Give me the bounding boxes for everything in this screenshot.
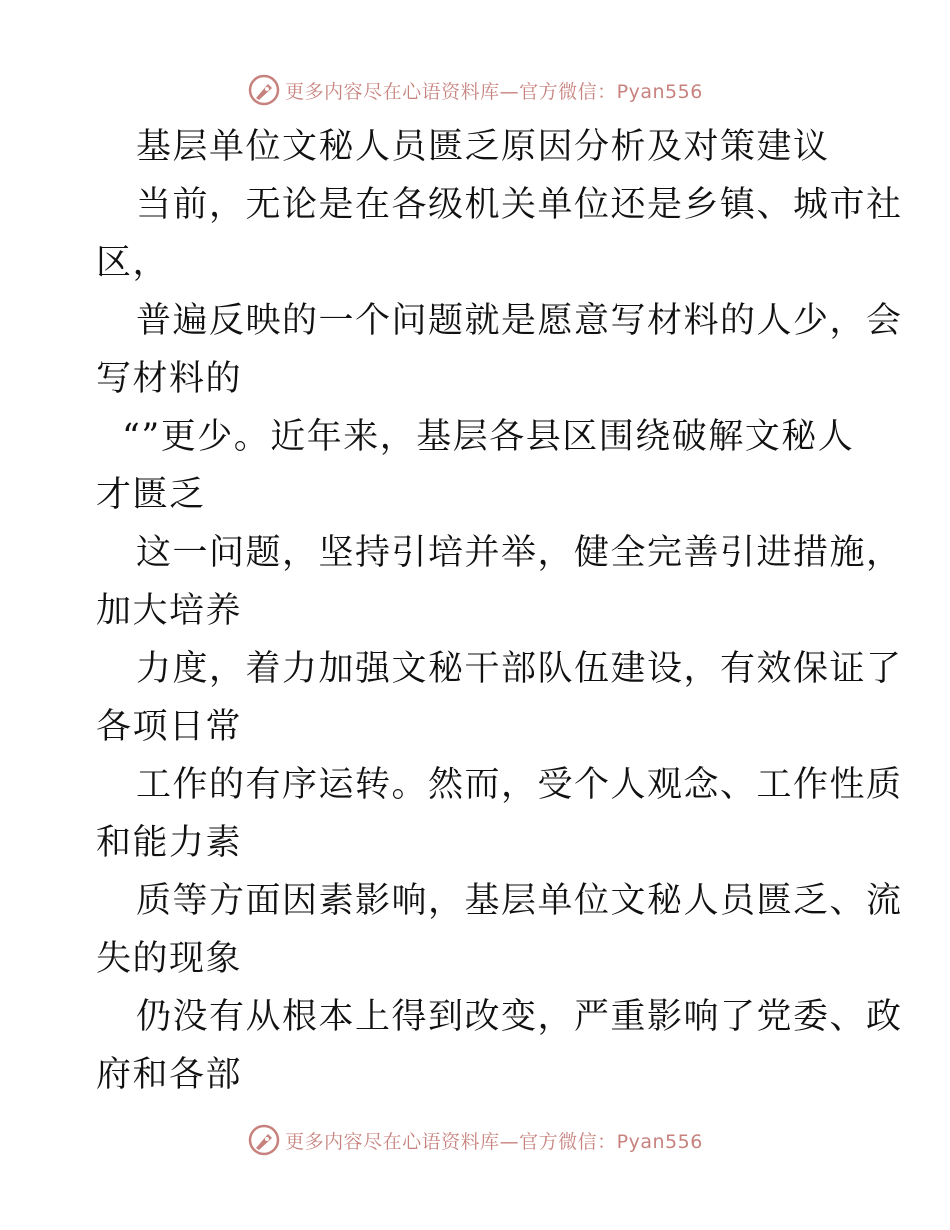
header-watermark [0, 70, 950, 110]
paragraph-line: 失的现象 [96, 939, 243, 979]
paragraph-line: 区， [96, 243, 170, 283]
document-body [96, 118, 903, 1104]
pen-nib-logo-icon [247, 73, 281, 107]
paragraph-line: 和能力素 [96, 823, 243, 863]
paragraph-line: 才匮乏 [96, 475, 206, 515]
paragraph-line: 当前，无论是在各级机关单位还是乡镇、城市社 [136, 185, 903, 225]
paragraph-line: 仍没有从根本上得到改变，严重影响了党委、政 [136, 997, 903, 1037]
footer-watermark [0, 1120, 950, 1160]
paragraph-line: “”更少。近年来，基层各县区围绕破解文秘人 [122, 417, 855, 457]
paragraph-line: 各项日常 [96, 707, 243, 747]
paragraph-line: 写材料的 [96, 359, 243, 399]
paragraph-line: 加大培养 [96, 591, 243, 631]
paragraph-line: 工作的有序运转。然而，受个人观念、工作性质 [136, 765, 903, 805]
watermark-text: 更多内容尽在心语资料库—官方微信：Pyan556 [285, 1130, 703, 1153]
paragraph-line: 质等方面因素影响，基层单位文秘人员匮乏、流 [136, 881, 903, 921]
pen-nib-logo-icon [247, 1123, 281, 1157]
paragraph-line: 力度，着力加强文秘干部队伍建设，有效保证了 [136, 649, 903, 689]
document-title: 基层单位文秘人员匮乏原因分析及对策建议 [136, 127, 830, 167]
paragraph-line: 普遍反映的一个问题就是愿意写材料的人少，会 [136, 301, 903, 341]
watermark-text: 更多内容尽在心语资料库—官方微信：Pyan556 [285, 80, 703, 103]
paragraph-line: 这一问题，坚持引培并举，健全完善引进措施， [136, 533, 903, 573]
paragraph-line: 府和各部 [96, 1055, 243, 1095]
